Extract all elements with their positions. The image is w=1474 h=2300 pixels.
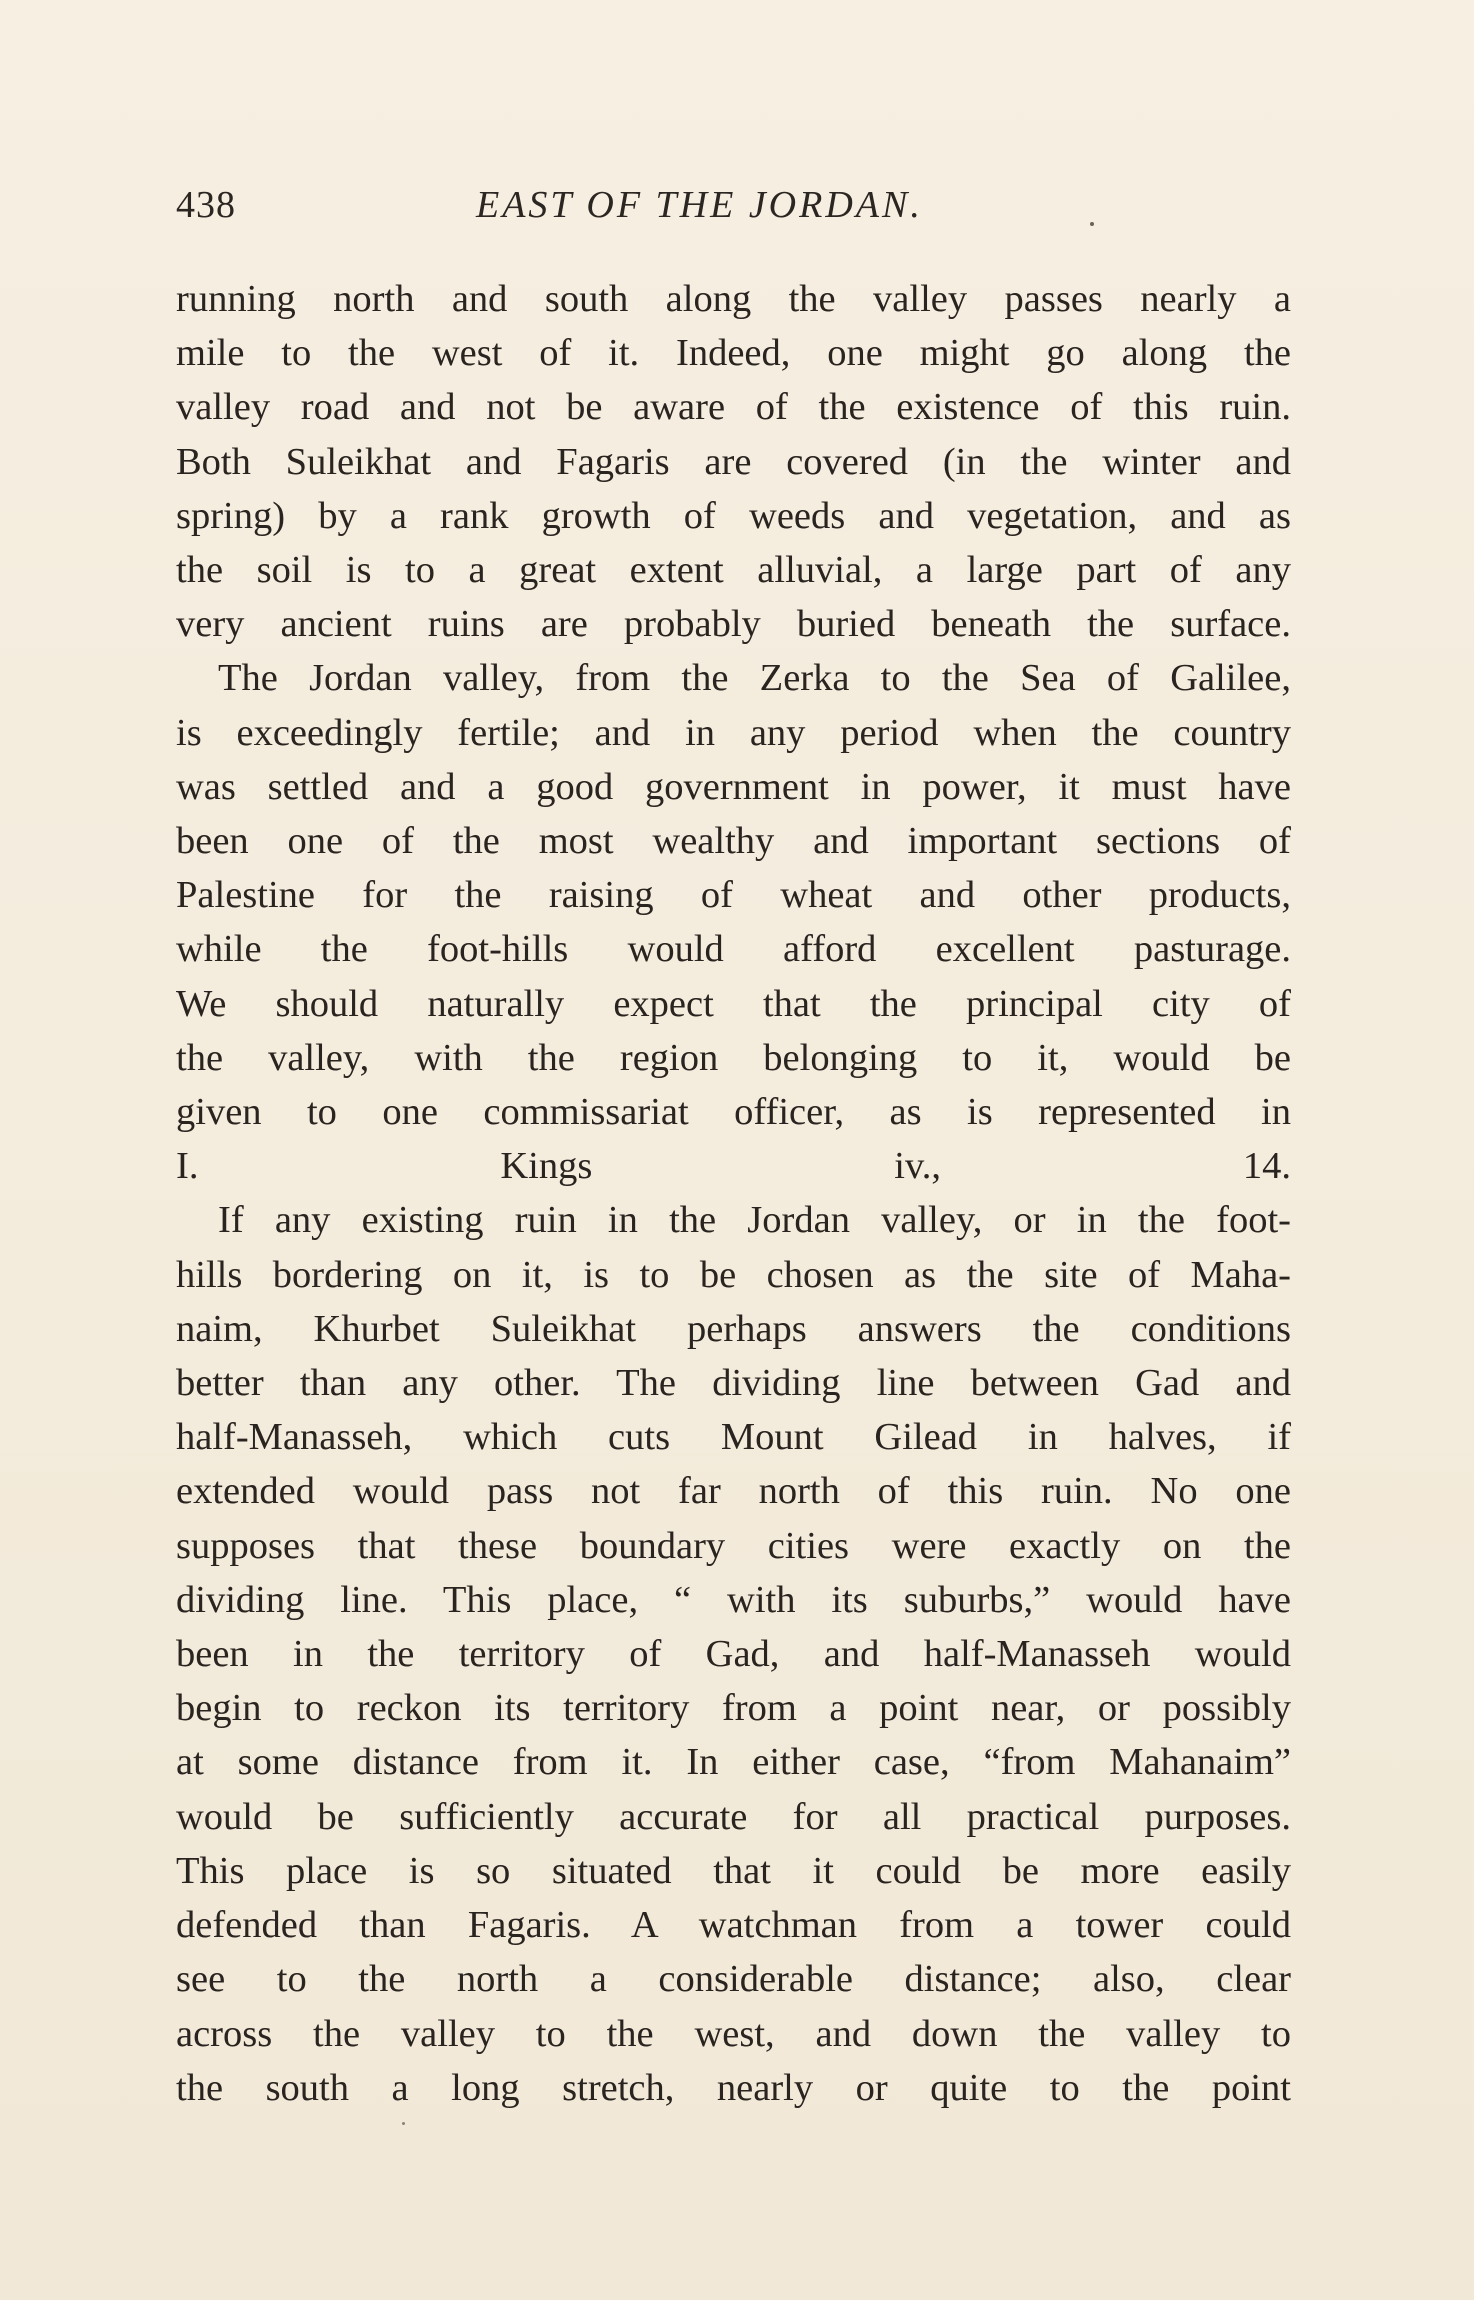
paragraph-2 <box>176 651 1291 1193</box>
text-line: extended would pass not far north of this ruin. No one <box>176 1470 1291 1513</box>
text-line: while the foot-hills would afford excellent pasturage. <box>176 928 1291 971</box>
text-line: see to the north a considerable distance; also, clear <box>176 1958 1291 2001</box>
text-line: This place is so situated that it could be more easily <box>176 1849 1291 1892</box>
text-line: Both Suleikhat and Fagaris are covered (in the winter and <box>176 440 1291 483</box>
body-text <box>176 272 1291 2115</box>
text-line: Palestine for the raising of wheat and other products, <box>176 874 1291 917</box>
text-line: I. Kings iv., 14. <box>176 1145 1291 1188</box>
text-line: would be sufficiently accurate for all practical purposes. <box>176 1795 1291 1838</box>
running-title: EAST OF THE JORDAN. <box>476 184 923 226</box>
paragraph-3 <box>176 1193 1291 2114</box>
text-line: better than any other. The dividing line between Gad and <box>176 1362 1291 1405</box>
running-head <box>176 183 1291 243</box>
text-line: the south a long stretch, nearly or quite to the point <box>176 2066 1291 2109</box>
text-line: spring) by a rank growth of weeds and vegetation, and as <box>176 494 1291 537</box>
text-line: dividing line. This place, “ with its suburbs,” would have <box>176 1578 1291 1621</box>
text-line: begin to reckon its territory from a point near, or possibly <box>176 1687 1291 1730</box>
text-line: We should naturally expect that the principal city of <box>176 982 1291 1025</box>
page-number: 438 <box>176 184 236 226</box>
print-speck <box>402 2122 405 2125</box>
text-line: If any existing ruin in the Jordan valley, or in the foot- <box>218 1199 1291 1242</box>
text-line: hills bordering on it, is to be chosen as the site of Maha- <box>176 1253 1291 1296</box>
print-speck <box>1090 222 1094 226</box>
text-line: supposes that these boundary cities were exactly on the <box>176 1524 1291 1567</box>
text-line: across the valley to the west, and down the valley to <box>176 2012 1291 2055</box>
paragraph-1 <box>176 272 1291 651</box>
text-line: running north and south along the valley passes nearly a <box>176 278 1291 320</box>
text-line: very ancient ruins are probably buried beneath the surface. <box>176 603 1291 646</box>
text-line: given to one commissariat officer, as is represented in <box>176 1091 1291 1134</box>
text-line: The Jordan valley, from the Zerka to the Sea of Galilee, <box>218 657 1291 700</box>
text-line: is exceedingly fertile; and in any period when the country <box>176 711 1291 754</box>
text-line: the soil is to a great extent alluvial, a large part of any <box>176 549 1291 592</box>
text-line: been in the territory of Gad, and half-Manasseh would <box>176 1633 1291 1676</box>
text-line: defended than Fagaris. A watchman from a tower could <box>176 1904 1291 1947</box>
text-line: was settled and a good government in power, it must have <box>176 765 1291 808</box>
text-line: naim, Khurbet Suleikhat perhaps answers the conditions <box>176 1307 1291 1350</box>
text-line: mile to the west of it. Indeed, one might go along the <box>176 332 1291 375</box>
text-line: half-Manasseh, which cuts Mount Gilead in halves, if <box>176 1416 1291 1459</box>
text-line: the valley, with the region belonging to it, would be <box>176 1036 1291 1079</box>
text-line: at some distance from it. In either case, “from Mahanaim” <box>176 1741 1291 1784</box>
text-line: valley road and not be aware of the existence of this ruin. <box>176 386 1291 429</box>
text-line: been one of the most wealthy and important sections of <box>176 820 1291 863</box>
